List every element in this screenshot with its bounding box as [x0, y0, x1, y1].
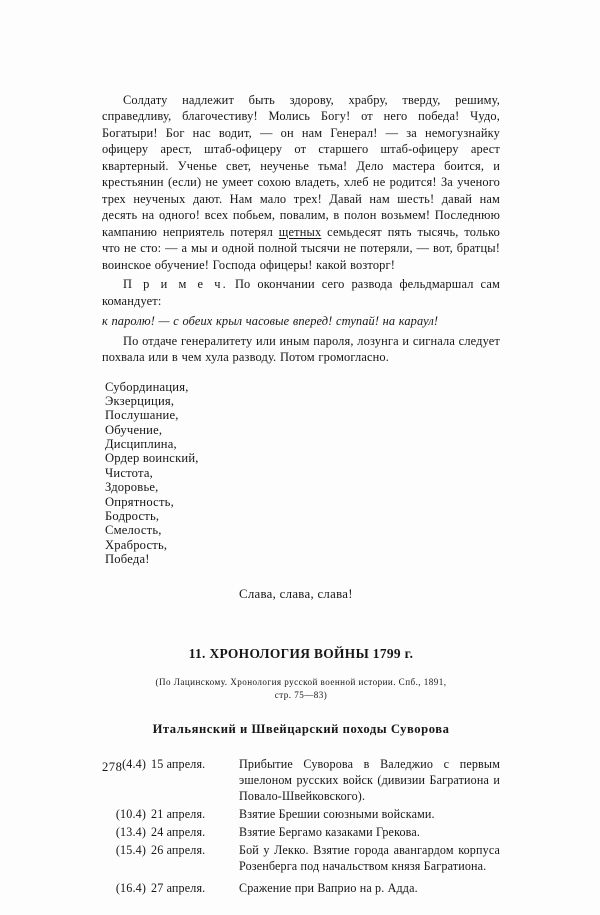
list-item: Обучение, [105, 422, 163, 437]
paragraph-soldier-precepts [102, 92, 500, 273]
entry-old-style-date: (15.4) [115, 843, 146, 858]
list-item: Смелость, [105, 523, 162, 538]
entry-description: Взятие Брешии союзными войсками. [239, 806, 435, 821]
entry-old-style-date: (10.4) [115, 806, 146, 821]
entry-old-style-date: (16.4) [115, 881, 146, 896]
entry-date: 15 апреля. [151, 757, 206, 772]
entry-date: 21 апреля. [151, 806, 206, 821]
section-source-citation [102, 676, 500, 701]
emphasized-word: щетных [278, 224, 322, 239]
table-row [102, 757, 500, 807]
note-body-text: По окончании сего развода фельдмаршал сам командует: [102, 277, 500, 308]
list-item: Чистота, [105, 465, 153, 480]
entry-old-style-date: (13.4) [115, 825, 146, 840]
chronology-table [102, 757, 500, 899]
list-item: Субординация, [105, 379, 189, 394]
section-heading: 11. ХРОНОЛОГИЯ ВОЙНЫ 1799 г. [188, 646, 414, 662]
paragraph-text-before-emphasis: Солдату надлежит быть здорову, храбру, тверду, решиму, справедливу, благочестиву! Молись Богу! от него победа! Чудо, Богатыри! Бог нас водит, — он нам Генерал! — за немогузнайку офицеру арест, штаб-офицеру от старшего штаб-офицеру арест квартерный. Ученье свет, неученье тьма! Дело мастера боится, и крестьянин (если) не умеет сохою владеть, хлеб не родится! За ученого трех неученых дают. Нам мало трех! Давай нам шесть! давай нам десять на одного! всех побьем, повалим, в полон возьмем! Последнюю кампанию неприятель потерял [102, 93, 500, 239]
entry-old-style-date: (4.4) [122, 757, 146, 772]
list-item: Дисциплина, [105, 437, 177, 452]
paragraph-note [102, 276, 500, 309]
entry-description: Бой у Лекко. Взятие города авангардом корпуса Розенберга под начальством князя Багратиона. [239, 843, 500, 874]
entry-date: 26 апреля. [151, 843, 206, 858]
glory-acclamation: Слава, слава, слава! [239, 587, 353, 602]
entry-description: Прибытие Суворова в Валеджио с первым эшелоном русских войск (дивизии Багратиона и Повало-Швейковского). [239, 757, 500, 803]
source-line-2: стр. 75—83) [274, 689, 328, 700]
table-row [102, 807, 500, 825]
list-item: Храбрость, [105, 537, 168, 552]
virtues-list [102, 380, 500, 566]
table-row [102, 843, 500, 877]
list-item: Здоровье, [105, 480, 159, 495]
list-item: Экзерциция, [105, 394, 175, 409]
paragraph-after-password: По отдаче генералитету или иным пароля, лозунга и сигнала следует похвала или в чем хула разводу. Потом громогласно. [102, 333, 500, 365]
list-item: Ордер воинский, [105, 451, 199, 466]
table-row [102, 825, 500, 843]
table-row [102, 877, 500, 899]
entry-date: 24 апреля. [151, 825, 206, 840]
entry-description: Взятие Бергамо казаками Грекова. [239, 825, 421, 840]
list-item: Опрятность, [105, 494, 174, 509]
section-subheading: Итальянский и Швейцарский походы Суворова [152, 722, 450, 737]
list-item: Бодрость, [105, 508, 160, 523]
list-item: Победа! [105, 551, 150, 566]
page-number: 278 [102, 760, 123, 774]
page-content [102, 92, 500, 899]
source-line-1: (По Лацинскому. Хронология русской военной истории. Спб., 1891, [155, 677, 447, 688]
entry-date: 27 апреля. [151, 881, 206, 896]
entry-description: Сражение при Ваприо на р. Адда. [239, 881, 418, 896]
paragraph-note-command-italic: к паролю! — с обеих крыл часовые вперед! ступай! на караул! [102, 313, 439, 328]
note-label: П р и м е ч. [123, 277, 228, 292]
list-item: Послушание, [105, 408, 179, 423]
paragraph-text-after-emphasis: семьдесят пять тысячь, только что не сто: — а мы и одной полной тысячи не потеряли, — вот, братцы! воинское обучение! Господа офицеры! какой возторг! [102, 224, 500, 272]
